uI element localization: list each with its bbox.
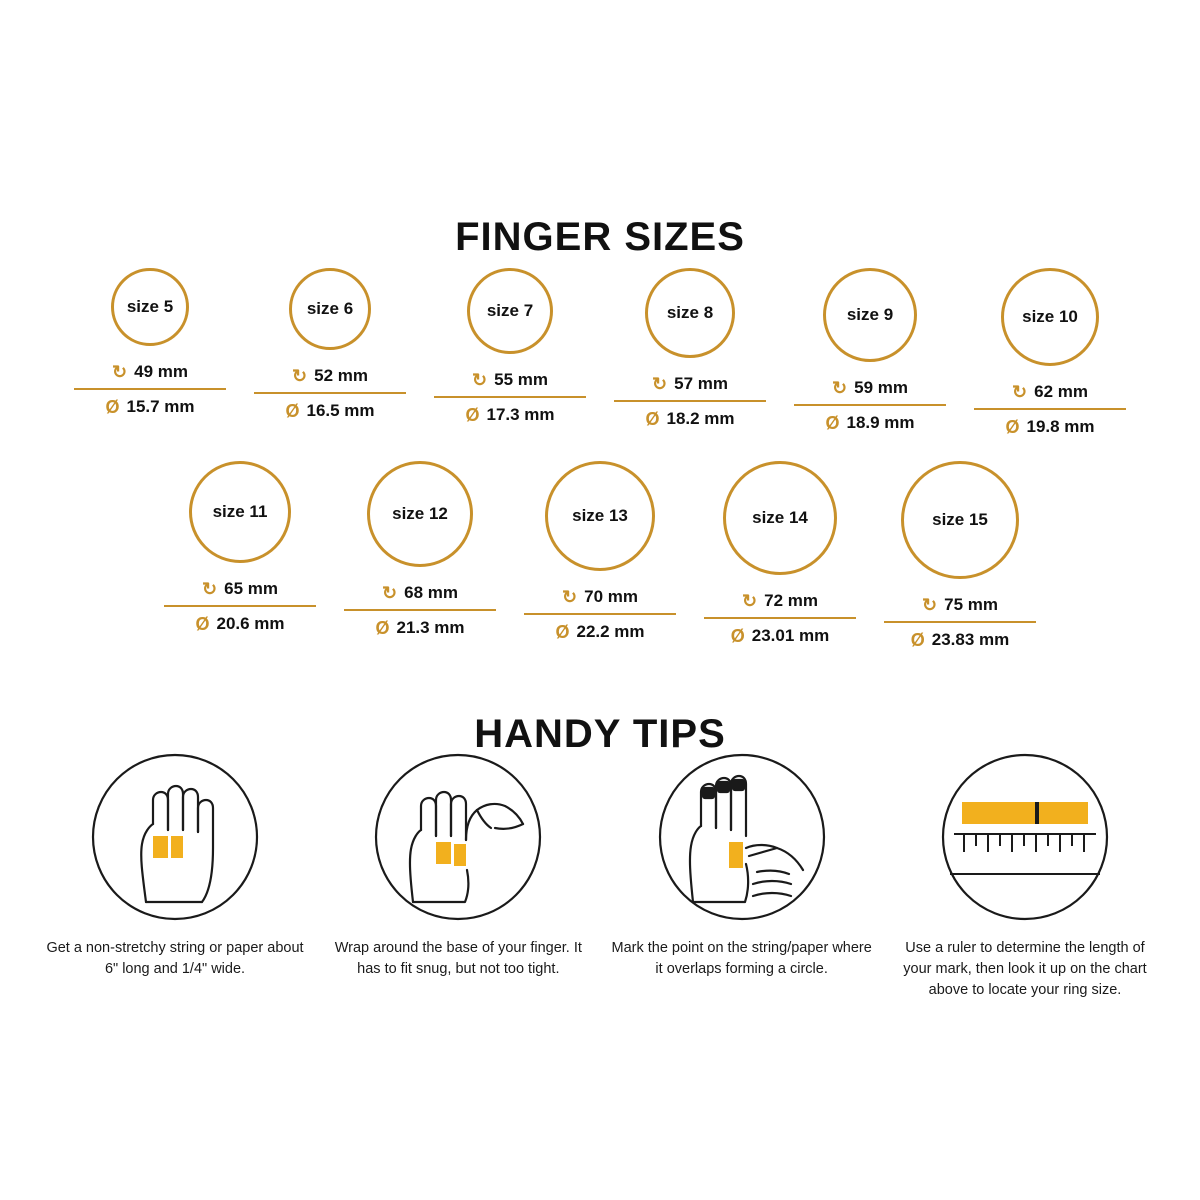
- circumference-line: [562, 585, 638, 613]
- size-cell-9: [780, 268, 960, 437]
- ring-circle-size-12: [367, 461, 473, 567]
- size-cell-10: [960, 268, 1140, 437]
- measurements: [254, 364, 406, 421]
- page-title-handy-tips: HANDY TIPS: [474, 711, 726, 756]
- circumference-line: [652, 372, 728, 400]
- ring-circle-size-10: [1001, 268, 1099, 366]
- diameter-icon: Ø: [285, 401, 300, 421]
- circumference-icon: ↻: [112, 362, 128, 382]
- measurements: [884, 593, 1036, 650]
- size-grid: [60, 268, 1140, 650]
- diameter-line: [105, 390, 194, 417]
- measurements: [164, 577, 316, 634]
- size-cell-6: [240, 268, 420, 437]
- circumference-icon: ↻: [472, 370, 488, 390]
- diameter-icon: Ø: [105, 397, 120, 417]
- circumference-line: [742, 589, 818, 617]
- circumference-value: 75 mm: [944, 595, 998, 614]
- ring-circle-size-11: [189, 461, 291, 563]
- circumference-line: [382, 581, 458, 609]
- tip-caption: Mark the point on the string/paper where it overlaps forming a circle.: [611, 940, 872, 978]
- circumference-value: 59 mm: [854, 378, 908, 397]
- ring-size-label: size 8: [666, 303, 714, 322]
- hand-with-string-icon: [90, 752, 260, 922]
- tip-item-3: [607, 752, 877, 1001]
- size-cell-5: [60, 268, 240, 437]
- ring-size-label: size 12: [392, 504, 448, 523]
- ring-circle-size-6: [289, 268, 371, 350]
- circumference-value: 52 mm: [314, 366, 368, 385]
- ring-circle-size-9: [823, 268, 917, 362]
- diameter-icon: Ø: [645, 409, 660, 429]
- measurements: [704, 589, 856, 646]
- circumference-value: 55 mm: [494, 370, 548, 389]
- circumference-icon: ↻: [652, 374, 668, 394]
- ring-circle-size-8: [645, 268, 735, 358]
- measurements: [434, 368, 586, 425]
- ring-size-label: size 13: [572, 506, 628, 525]
- size-cell-12: [330, 461, 510, 650]
- page-title-finger-sizes: FINGER SIZES: [455, 214, 745, 259]
- circumference-line: [472, 368, 548, 396]
- ring-size-label: size 9: [846, 305, 894, 324]
- tip-item-4: [890, 752, 1160, 1001]
- diameter-line: [645, 402, 734, 429]
- diameter-icon: Ø: [465, 405, 480, 425]
- measurements: [344, 581, 496, 638]
- circumference-line: [832, 376, 908, 404]
- circumference-icon: ↻: [562, 587, 578, 607]
- ring-circle-size-15: [901, 461, 1019, 579]
- circumference-icon: ↻: [382, 583, 398, 603]
- diameter-line: [911, 623, 1010, 650]
- diameter-icon: Ø: [375, 618, 390, 638]
- circumference-line: [112, 360, 188, 388]
- diameter-value: 15.7 mm: [126, 397, 195, 416]
- ring-size-label: size 10: [1022, 307, 1078, 326]
- ring-size-label: size 15: [932, 510, 988, 529]
- circumference-icon: ↻: [202, 579, 218, 599]
- circumference-icon: ↻: [1012, 382, 1028, 402]
- diameter-icon: Ø: [825, 413, 840, 433]
- diameter-value: 20.6 mm: [216, 614, 285, 633]
- mark-overlap-point-icon: [657, 752, 827, 922]
- diameter-line: [825, 406, 914, 433]
- circumference-line: [292, 364, 368, 392]
- diameter-icon: Ø: [910, 630, 925, 650]
- circumference-line: [202, 577, 278, 605]
- ring-size-label: size 11: [212, 502, 268, 521]
- size-cell-7: [420, 268, 600, 437]
- circumference-value: 72 mm: [764, 591, 818, 610]
- ring-circle-size-13: [545, 461, 655, 571]
- diameter-line: [375, 611, 464, 638]
- diameter-line: [1005, 410, 1094, 437]
- diameter-value: 18.2 mm: [666, 409, 735, 428]
- circumference-line: [922, 593, 998, 621]
- size-cell-14: [690, 461, 870, 650]
- tip-item-2: [323, 752, 593, 1001]
- handy-tips-row: [40, 752, 1160, 1001]
- diameter-icon: Ø: [195, 614, 210, 634]
- ring-circle-size-7: [467, 268, 553, 354]
- circumference-icon: ↻: [922, 595, 938, 615]
- measurements: [974, 380, 1126, 437]
- measurements: [794, 376, 946, 433]
- tip-caption: Use a ruler to determine the length of your mark, then look it up on the chart above to locate your ring size.: [903, 940, 1147, 999]
- size-cell-15: [870, 461, 1050, 650]
- diameter-line: [731, 619, 830, 646]
- diameter-line: [195, 607, 284, 634]
- measurements: [614, 372, 766, 429]
- diameter-value: 19.8 mm: [1026, 417, 1095, 436]
- ruler-measure-icon: [940, 752, 1110, 922]
- circumference-value: 70 mm: [584, 587, 638, 606]
- circumference-icon: ↻: [292, 366, 308, 386]
- ring-circle-size-14: [723, 461, 837, 575]
- circumference-line: [1012, 380, 1088, 408]
- diameter-icon: Ø: [730, 626, 745, 646]
- circumference-value: 62 mm: [1034, 382, 1088, 401]
- tip-caption: Get a non-stretchy string or paper about 6" long and 1/4" wide.: [46, 940, 304, 978]
- ring-size-label: size 7: [486, 301, 534, 320]
- diameter-value: 22.2 mm: [576, 622, 645, 641]
- diameter-line: [285, 394, 374, 421]
- ring-size-label: size 14: [752, 508, 808, 527]
- wrap-string-around-finger-icon: [373, 752, 543, 922]
- ring-size-label: size 5: [126, 297, 174, 316]
- circumference-icon: ↻: [742, 591, 758, 611]
- circumference-value: 57 mm: [674, 374, 728, 393]
- size-cell-8: [600, 268, 780, 437]
- size-cell-11: [150, 461, 330, 650]
- diameter-value: 23.83 mm: [931, 630, 1010, 649]
- tip-item-1: [40, 752, 310, 1001]
- diameter-line: [555, 615, 644, 642]
- diameter-value: 23.01 mm: [751, 626, 830, 645]
- diameter-value: 21.3 mm: [396, 618, 465, 637]
- diameter-icon: Ø: [1005, 417, 1020, 437]
- measurements: [74, 360, 226, 417]
- size-row-1: [60, 268, 1140, 437]
- circumference-value: 49 mm: [134, 362, 188, 381]
- circumference-value: 65 mm: [224, 579, 278, 598]
- diameter-value: 17.3 mm: [486, 405, 555, 424]
- diameter-value: 18.9 mm: [846, 413, 915, 432]
- size-row-2: [60, 461, 1140, 650]
- ring-circle-size-5: [111, 268, 189, 346]
- diameter-value: 16.5 mm: [306, 401, 375, 420]
- measurements: [524, 585, 676, 642]
- circumference-icon: ↻: [832, 378, 848, 398]
- diameter-icon: Ø: [555, 622, 570, 642]
- tip-caption: Wrap around the base of your finger. It has to fit snug, but not too tight.: [334, 940, 582, 978]
- ring-size-label: size 6: [306, 299, 354, 318]
- diameter-line: [465, 398, 554, 425]
- size-cell-13: [510, 461, 690, 650]
- circumference-value: 68 mm: [404, 583, 458, 602]
